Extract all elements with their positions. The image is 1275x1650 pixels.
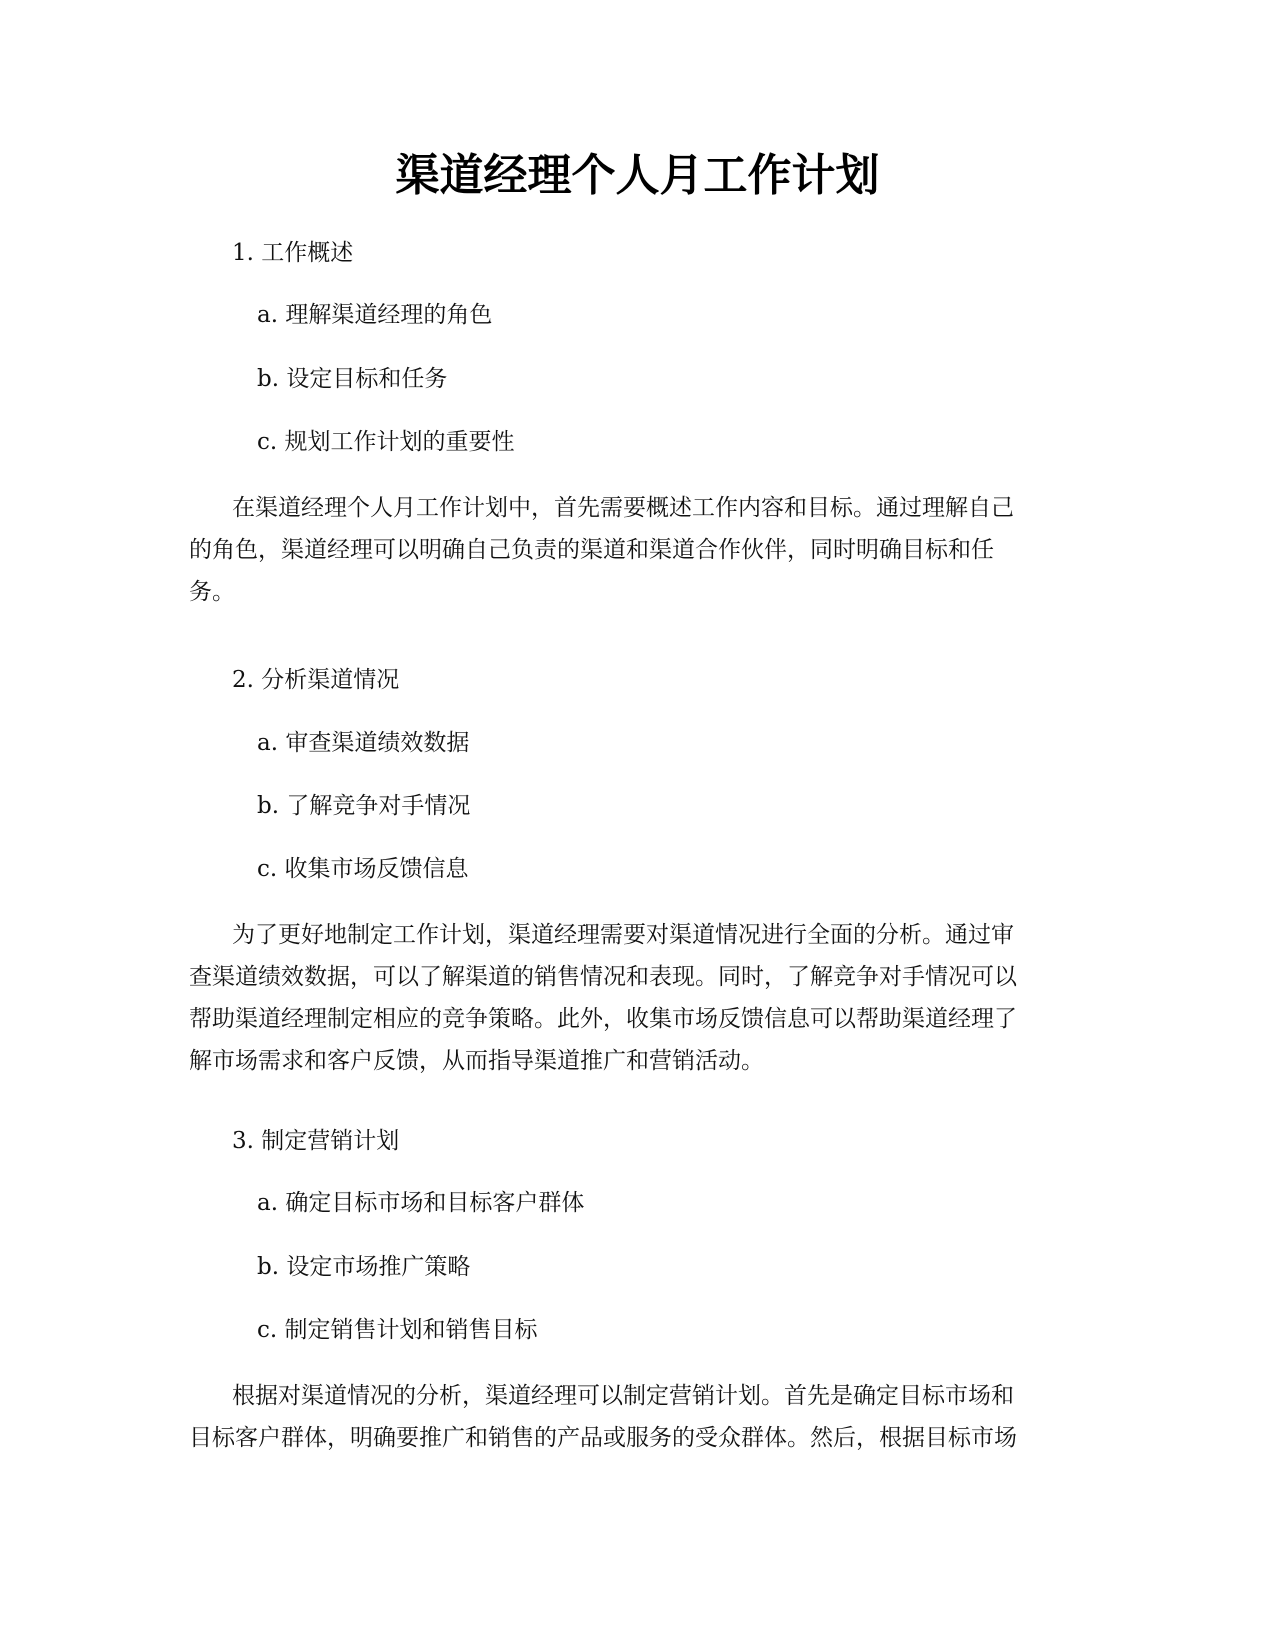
section-3-item-b: b. 设定市场推广策略 (257, 1254, 471, 1280)
section-1-item-b: b. 设定目标和任务 (257, 366, 448, 392)
section-2-item-c: c. 收集市场反馈信息 (257, 856, 469, 882)
paragraph-line: 根据对渠道情况的分析，渠道经理可以制定营销计划。首先是确定目标市场和 (232, 1383, 1014, 1409)
paragraph-line: 目标客户群体，明确要推广和销售的产品或服务的受众群体。然后，根据目标市场 (189, 1425, 1017, 1451)
section-3-item-c: c. 制定销售计划和销售目标 (257, 1317, 538, 1343)
section-1-item-c: c. 规划工作计划的重要性 (257, 429, 515, 455)
section-heading-3: 3. 制定营销计划 (232, 1128, 400, 1154)
section-heading-2: 2. 分析渠道情况 (232, 667, 400, 693)
section-2-paragraph (189, 914, 1089, 1082)
paragraph-line: 查渠道绩效数据，可以了解渠道的销售情况和表现。同时，了解竞争对手情况可以 (189, 964, 1017, 990)
section-3-item-a: a. 确定目标市场和目标客户群体 (257, 1190, 585, 1216)
paragraph-line: 为了更好地制定工作计划，渠道经理需要对渠道情况进行全面的分析。通过审 (232, 922, 1014, 948)
paragraph-line: 务。 (189, 579, 235, 605)
document-title: 渠道经理个人月工作计划 (395, 150, 880, 201)
section-heading-1: 1. 工作概述 (232, 240, 354, 266)
section-2-item-b: b. 了解竞争对手情况 (257, 793, 471, 819)
section-3-paragraph (189, 1375, 1089, 1459)
section-2-item-a: a. 审查渠道绩效数据 (257, 730, 470, 756)
paragraph-line: 在渠道经理个人月工作计划中，首先需要概述工作内容和目标。通过理解自己 (232, 495, 1014, 521)
section-1-item-a: a. 理解渠道经理的角色 (257, 302, 493, 328)
paragraph-line: 帮助渠道经理制定相应的竞争策略。此外，收集市场反馈信息可以帮助渠道经理了 (189, 1006, 1017, 1032)
section-1-paragraph (189, 487, 1089, 613)
paragraph-line: 解市场需求和客户反馈，从而指导渠道推广和营销活动。 (189, 1048, 764, 1074)
paragraph-line: 的角色，渠道经理可以明确自己负责的渠道和渠道合作伙伴，同时明确目标和任 (189, 537, 994, 563)
